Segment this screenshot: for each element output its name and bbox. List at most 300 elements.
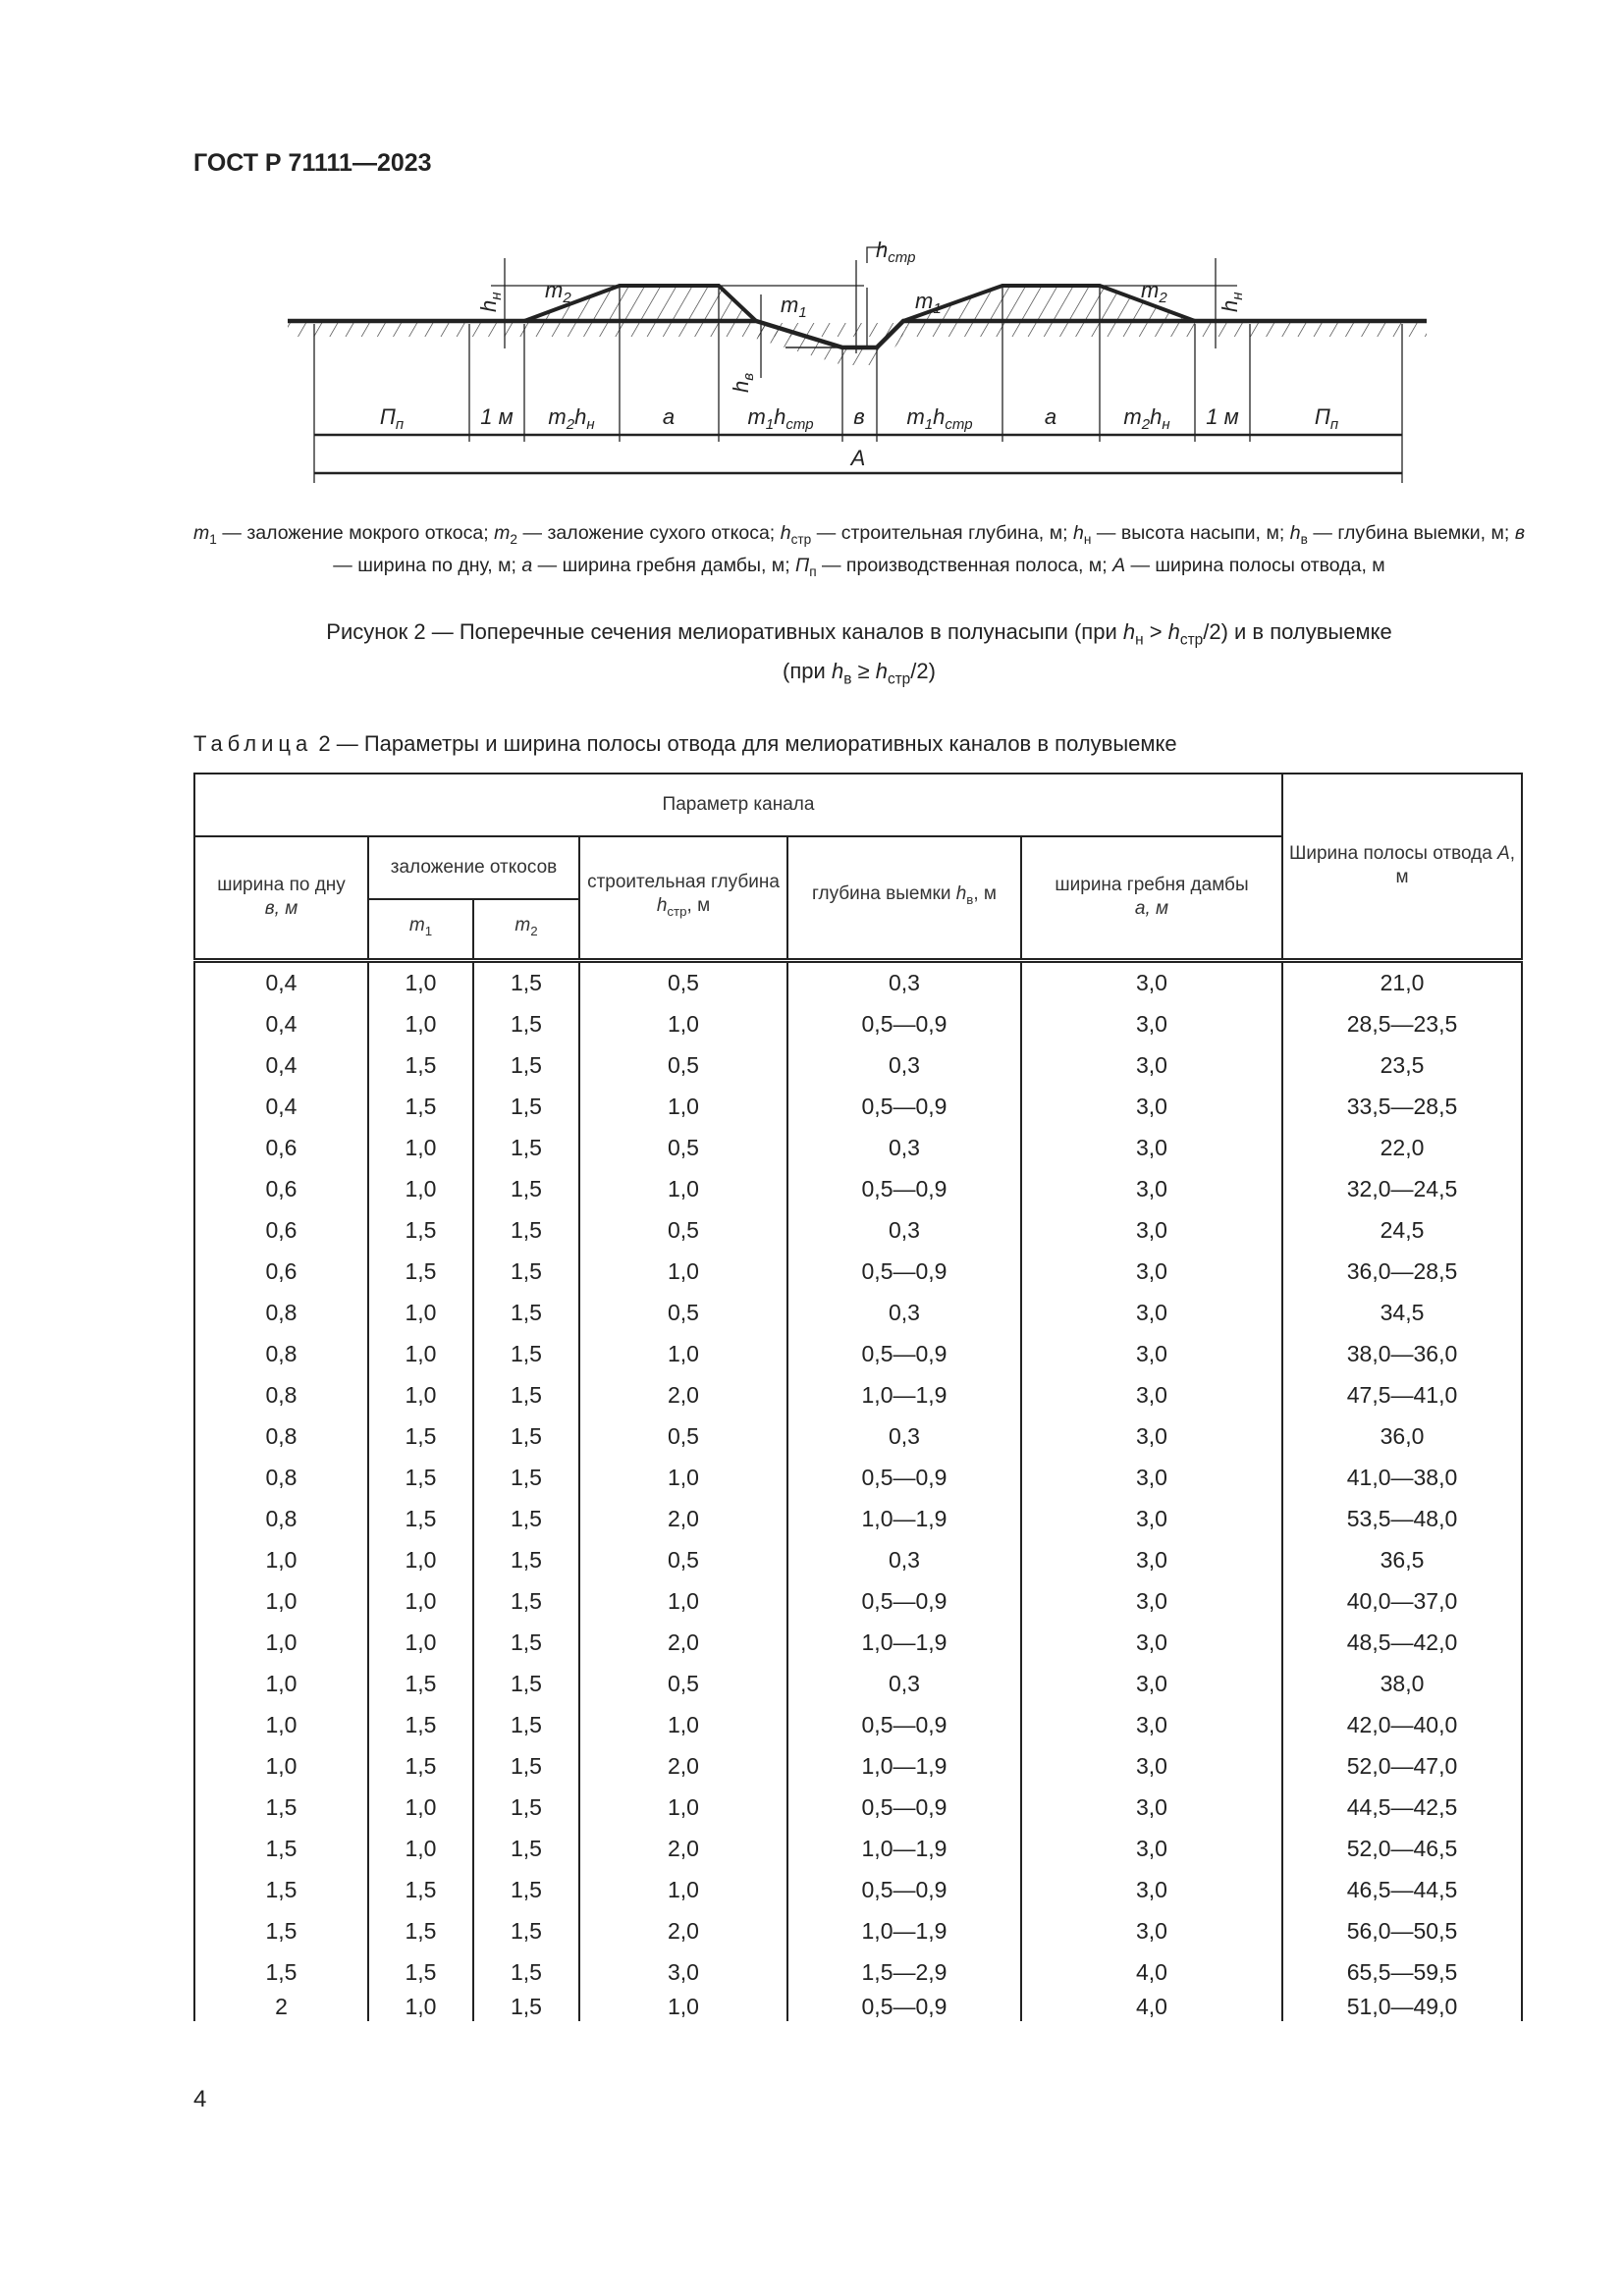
table-cell: 1,0—1,9 (787, 1911, 1021, 1952)
legend-text: — производственная полоса, м; (816, 554, 1113, 576)
caption-text: Рисунок 2 — Поперечные сечения мелиоративных каналов в полунасыпи (при (326, 619, 1123, 644)
legend-item (1112, 555, 1385, 576)
header-sub: 2 (530, 924, 538, 939)
table-cell: 1,5 (473, 1210, 579, 1252)
table-row (194, 1293, 1522, 1334)
header-symbol: m (514, 915, 531, 936)
caption-text: > (1143, 619, 1168, 644)
page-number: 4 (193, 2086, 207, 2112)
table-cell: 1,5 (473, 1581, 579, 1623)
header-text: строительная глубина (587, 872, 780, 893)
table-cell: 21,0 (1282, 960, 1522, 1004)
legend-item (193, 522, 495, 547)
header-symbol: m (408, 915, 425, 936)
table-row (194, 1004, 1522, 1045)
table-cell: 1,5 (473, 1458, 579, 1499)
table-cell: 3,0 (1021, 1499, 1282, 1540)
header-sub: 1 (424, 924, 433, 939)
table-cell: 0,6 (194, 1210, 368, 1252)
figure-legend (193, 520, 1525, 585)
legend-item (1073, 522, 1290, 547)
svg-text:m1: $m_1$ (915, 289, 942, 317)
header-symbol: h (656, 895, 668, 917)
table-row (194, 1128, 1522, 1169)
table-cell: 1,5 (473, 1664, 579, 1705)
table-cell: 0,3 (787, 1540, 1021, 1581)
caption-sub: н (1135, 631, 1144, 649)
table-cell: 1,0 (194, 1705, 368, 1746)
legend-item (494, 522, 781, 547)
legend-text: — заложение мокрого откоса; (216, 522, 495, 544)
table-cell: 1,0—1,9 (787, 1623, 1021, 1664)
table-cell: 1,0 (579, 1870, 787, 1911)
table-cell: 0,4 (194, 1045, 368, 1087)
table-cell: 1,0 (579, 1788, 787, 1829)
table-row (194, 1210, 1522, 1252)
svg-text:m1: $m_1$ (781, 293, 807, 321)
table-cell: 1,0 (194, 1664, 368, 1705)
table-cell: 0,5 (579, 1045, 787, 1087)
table-cell: 3,0 (1021, 1581, 1282, 1623)
table-cell: 4,0 (1021, 1952, 1282, 1994)
svg-text:m1hстр: $m_1h_{стр}$ (747, 404, 814, 433)
table-cell: 2 (194, 1994, 368, 2021)
table-cell: 0,6 (194, 1128, 368, 1169)
table-cell: 42,0—40,0 (1282, 1705, 1522, 1746)
table-cell: 1,5 (368, 1746, 473, 1788)
table-cell: 0,3 (787, 1293, 1021, 1334)
table-cell: 38,0 (1282, 1664, 1522, 1705)
table-cell: 1,0 (368, 960, 473, 1004)
table-cell: 0,4 (194, 1087, 368, 1128)
header-sub: стр (667, 904, 687, 920)
table-cell: 1,5 (368, 1210, 473, 1252)
svg-text:hн: $h_н$ (476, 292, 505, 312)
table-row (194, 1994, 1522, 2021)
table-cell: 0,5—0,9 (787, 1458, 1021, 1499)
table-cell: 3,0 (1021, 1252, 1282, 1293)
table-cell: 1,5 (194, 1870, 368, 1911)
table-cell: 48,5—42,0 (1282, 1623, 1522, 1664)
table-cell: 1,0 (194, 1540, 368, 1581)
header-text: Ширина полосы отвода (1288, 843, 1498, 865)
table-cell: 1,5 (473, 1911, 579, 1952)
table-cell: 1,0 (579, 1705, 787, 1746)
table-cell: 1,5—2,9 (787, 1952, 1021, 1994)
legend-item (1289, 522, 1515, 547)
header-crest-width (1021, 836, 1282, 960)
table-cell: 1,5 (473, 1045, 579, 1087)
svg-text:hн: $h_н$ (1218, 292, 1246, 312)
header-slopes: заложение откосов (368, 836, 579, 899)
table-row (194, 1581, 1522, 1623)
legend-symbol: m (494, 522, 511, 544)
header-text: глубина выемки (811, 883, 956, 905)
table-cell: 3,0 (1021, 1458, 1282, 1499)
table-cell: 3,0 (1021, 1169, 1282, 1210)
table-cell: 1,0 (368, 1540, 473, 1581)
table-cell: 3,0 (579, 1952, 787, 1994)
table-cell: 0,8 (194, 1458, 368, 1499)
table-cell: 1,5 (194, 1952, 368, 1994)
table-cell: 3,0 (1021, 1911, 1282, 1952)
table-cell: 1,5 (368, 1252, 473, 1293)
table-cell: 0,5—0,9 (787, 1994, 1021, 2021)
legend-sub: стр (790, 531, 812, 547)
legend-symbol: h (780, 522, 791, 544)
figure-caption (193, 616, 1525, 696)
caption-sub: стр (1179, 631, 1204, 649)
table-cell: 3,0 (1021, 1746, 1282, 1788)
table-cell: 1,0 (368, 1581, 473, 1623)
table-cell: 0,8 (194, 1416, 368, 1458)
table-cell: 1,0—1,9 (787, 1829, 1021, 1870)
svg-text:Пп: $П_п$ (1314, 404, 1339, 433)
table-row (194, 1416, 1522, 1458)
table-cell: 1,5 (473, 1623, 579, 1664)
svg-text:Пп: $П_п$ (379, 404, 405, 433)
svg-text:a: a (662, 404, 676, 429)
table-cell: 3,0 (1021, 1705, 1282, 1746)
table-cell: 3,0 (1021, 1334, 1282, 1375)
svg-text:hв: $h_в$ (729, 372, 757, 393)
table-cell: 1,5 (473, 1252, 579, 1293)
caption-symbol: h (1122, 619, 1136, 644)
table-cell: 52,0—46,5 (1282, 1829, 1522, 1870)
table-cell: 3,0 (1021, 1004, 1282, 1045)
table-cell: 0,5 (579, 1664, 787, 1705)
table-cell: 3,0 (1021, 1664, 1282, 1705)
legend-text: — высота насыпи, м; (1091, 522, 1290, 544)
legend-item (795, 554, 1113, 579)
table-cell: 1,0 (368, 1128, 473, 1169)
table-cell: 65,5—59,5 (1282, 1952, 1522, 1994)
table-cell: 1,5 (473, 1499, 579, 1540)
table-cell: 0,5—0,9 (787, 1004, 1021, 1045)
table-cell: 1,0 (368, 1293, 473, 1334)
table-cell: 1,0 (368, 1169, 473, 1210)
table-cell: 1,5 (368, 1458, 473, 1499)
table-cell: 1,5 (194, 1911, 368, 1952)
table-label: Таблица (193, 731, 313, 756)
table-cell: 0,5 (579, 1293, 787, 1334)
ground-hatch (288, 323, 1427, 337)
table-cell: 3,0 (1021, 1087, 1282, 1128)
header-sub: в (966, 892, 974, 908)
header-bottom-width (194, 836, 368, 960)
legend-sub: в (1300, 531, 1308, 547)
table-row (194, 1499, 1522, 1540)
caption-text: /2) и в полувыемке (1203, 619, 1392, 644)
legend-sub: п (809, 563, 817, 579)
table-cell: 32,0—24,5 (1282, 1169, 1522, 1210)
table-cell: 24,5 (1282, 1210, 1522, 1252)
header-symbol: А (1497, 843, 1510, 865)
table-cell: 0,5—0,9 (787, 1705, 1021, 1746)
table-cell: 0,6 (194, 1252, 368, 1293)
svg-text:a: a (1044, 404, 1057, 429)
table-cell: 1,5 (473, 1870, 579, 1911)
table-cell: 1,0 (194, 1746, 368, 1788)
legend-text: — заложение сухого откоса; (517, 522, 781, 544)
legend-text: — ширина полосы отвода, м (1125, 554, 1385, 576)
svg-text:в: в (853, 404, 865, 429)
table-cell: 0,5—0,9 (787, 1870, 1021, 1911)
table-row (194, 1705, 1522, 1746)
table-cell: 41,0—38,0 (1282, 1458, 1522, 1499)
table-cell: 0,5—0,9 (787, 1581, 1021, 1623)
table-title-text: 2 — Параметры и ширина полосы отвода для мелиоративных каналов в полувыемке (312, 731, 1177, 756)
table-cell: 23,5 (1282, 1045, 1522, 1087)
table-cell: 33,5—28,5 (1282, 1087, 1522, 1128)
header-text: в, м (264, 898, 298, 920)
table-row (194, 1169, 1522, 1210)
caption-text: (при (783, 659, 832, 684)
table-cell: 1,0 (579, 1334, 787, 1375)
table-cell: 2,0 (579, 1499, 787, 1540)
table-cell: 1,0 (194, 1623, 368, 1664)
table-cell: 38,0—36,0 (1282, 1334, 1522, 1375)
header-text: а, м (1134, 898, 1169, 920)
table-cell: 1,5 (473, 1004, 579, 1045)
table-cell: 47,5—41,0 (1282, 1375, 1522, 1416)
table-cell: 0,8 (194, 1334, 368, 1375)
table-cell: 1,5 (473, 1293, 579, 1334)
table-cell: 1,5 (473, 1334, 579, 1375)
table-cell: 51,0—49,0 (1282, 1994, 1522, 2021)
table-cell: 0,8 (194, 1499, 368, 1540)
caption-text: ≥ (851, 659, 876, 684)
table-cell: 1,0 (579, 1169, 787, 1210)
table-cell: 0,5 (579, 1540, 787, 1581)
caption-symbol: h (831, 659, 844, 684)
header-text: ширина гребня дамбы (1055, 875, 1249, 896)
table-cell: 22,0 (1282, 1128, 1522, 1169)
table-cell: 36,0 (1282, 1416, 1522, 1458)
table-cell: 4,0 (1021, 1994, 1282, 2021)
table-cell: 28,5—23,5 (1282, 1004, 1522, 1045)
table-cell: 1,5 (473, 1169, 579, 1210)
header-text: , м (973, 883, 997, 905)
table-cell: 1,5 (368, 1952, 473, 1994)
table-row (194, 1252, 1522, 1293)
table-row (194, 1087, 1522, 1128)
table-cell: 1,5 (473, 1375, 579, 1416)
table-cell: 0,3 (787, 1416, 1021, 1458)
table-cell: 1,5 (473, 1540, 579, 1581)
table-cell: 36,5 (1282, 1540, 1522, 1581)
table-cell: 1,0 (579, 1087, 787, 1128)
legend-sub: 2 (510, 531, 517, 547)
table-cell: 1,0—1,9 (787, 1499, 1021, 1540)
table-row (194, 1458, 1522, 1499)
table-cell: 40,0—37,0 (1282, 1581, 1522, 1623)
table-cell: 1,5 (368, 1664, 473, 1705)
table-cell: 1,0—1,9 (787, 1746, 1021, 1788)
table-cell: 1,5 (473, 960, 579, 1004)
table-cell: 1,5 (368, 1416, 473, 1458)
caption-sub: в (843, 670, 852, 688)
table-row (194, 1623, 1522, 1664)
table-row (194, 1829, 1522, 1870)
table-cell: 1,0 (368, 1334, 473, 1375)
table-cell: 1,5 (368, 1870, 473, 1911)
table-cell: 1,5 (368, 1045, 473, 1087)
caption-text: /2) (910, 659, 936, 684)
table-cell: 0,5 (579, 1210, 787, 1252)
table-cell: 3,0 (1021, 1829, 1282, 1870)
table-cell: 1,5 (473, 1829, 579, 1870)
table-cell: 3,0 (1021, 1416, 1282, 1458)
table-row (194, 1870, 1522, 1911)
table-cell: 1,0 (368, 1994, 473, 2021)
table-cell: 1,5 (473, 1952, 579, 1994)
svg-text:m1hстр: $m_1h_{стр}$ (906, 404, 973, 433)
table-cell: 1,0 (368, 1004, 473, 1045)
table-cell: 1,5 (194, 1829, 368, 1870)
table-cell: 0,5—0,9 (787, 1169, 1021, 1210)
table-cell: 3,0 (1021, 960, 1282, 1004)
standard-header: ГОСТ Р 71111—2023 (193, 149, 432, 177)
table-cell: 3,0 (1021, 1623, 1282, 1664)
table-row (194, 1375, 1522, 1416)
caption-symbol: h (875, 659, 888, 684)
canal-cross-section-figure (0, 216, 1624, 510)
table-row (194, 1788, 1522, 1829)
table-cell: 1,0 (368, 1829, 473, 1870)
svg-text:1 м: 1 м (1206, 404, 1239, 429)
header-construction-depth (579, 836, 787, 960)
table-cell: 53,5—48,0 (1282, 1499, 1522, 1540)
table-cell: 1,0 (579, 1458, 787, 1499)
header-text: , м (1395, 843, 1516, 888)
table-cell: 3,0 (1021, 1870, 1282, 1911)
legend-text: — строительная глубина, м; (811, 522, 1074, 544)
table-cell: 0,5 (579, 1128, 787, 1169)
legend-text: — ширина гребня дамбы, м; (532, 554, 796, 576)
svg-text:m2hн: $m_2h_н$ (548, 404, 595, 433)
table-row (194, 1746, 1522, 1788)
header-symbol: h (955, 883, 967, 905)
legend-text: — глубина выемки, м; (1307, 522, 1515, 544)
svg-text:1 м: 1 м (480, 404, 514, 429)
table-cell: 0,8 (194, 1375, 368, 1416)
table-row (194, 1045, 1522, 1087)
legend-symbol: h (1073, 522, 1084, 544)
table-cell: 0,3 (787, 1664, 1021, 1705)
legend-symbol: h (1289, 522, 1301, 544)
table-cell: 0,5 (579, 1416, 787, 1458)
header-text: ширина по дну (217, 875, 346, 896)
table-cell: 1,0 (579, 1994, 787, 2021)
table-cell: 1,0 (368, 1623, 473, 1664)
legend-symbol: в (1514, 522, 1526, 544)
parameters-table (193, 773, 1523, 2021)
caption-symbol: h (1167, 619, 1180, 644)
table-row (194, 1664, 1522, 1705)
table-cell: 1,5 (473, 1994, 579, 2021)
table-cell: 3,0 (1021, 1128, 1282, 1169)
table-cell: 1,0 (579, 1252, 787, 1293)
table-cell: 1,5 (194, 1788, 368, 1829)
table-cell: 0,5—0,9 (787, 1788, 1021, 1829)
table-cell: 0,3 (787, 1045, 1021, 1087)
table-cell: 1,5 (473, 1416, 579, 1458)
table-cell: 2,0 (579, 1829, 787, 1870)
legend-sub: н (1083, 531, 1092, 547)
header-strip-width (1282, 774, 1522, 960)
legend-item (521, 555, 795, 576)
table-cell: 1,5 (473, 1128, 579, 1169)
legend-symbol: m (193, 522, 210, 544)
table-cell: 0,4 (194, 960, 368, 1004)
table-cell: 1,5 (368, 1087, 473, 1128)
table-cell: 1,0 (579, 1581, 787, 1623)
table-cell: 1,5 (473, 1705, 579, 1746)
table-cell: 1,5 (368, 1499, 473, 1540)
legend-symbol: а (521, 554, 533, 576)
header-channel-parameter: Параметр канала (194, 774, 1282, 836)
table-row (194, 960, 1522, 1004)
table-cell: 0,3 (787, 960, 1021, 1004)
table-cell: 3,0 (1021, 1045, 1282, 1087)
header-cut-depth (787, 836, 1021, 960)
table-cell: 36,0—28,5 (1282, 1252, 1522, 1293)
legend-item (780, 522, 1074, 547)
caption-sub: стр (887, 670, 911, 688)
legend-symbol: П (795, 554, 810, 576)
header-m2 (473, 899, 579, 960)
table-cell: 1,5 (473, 1087, 579, 1128)
table-cell: 0,3 (787, 1210, 1021, 1252)
table-cell: 1,0 (368, 1788, 473, 1829)
table-cell: 1,0—1,9 (787, 1375, 1021, 1416)
table-row (194, 1334, 1522, 1375)
table-cell: 0,5 (579, 960, 787, 1004)
table-cell: 3,0 (1021, 1540, 1282, 1581)
table-title (193, 731, 1177, 757)
svg-text:m2: $m_2$ (545, 278, 571, 306)
table-cell: 0,8 (194, 1293, 368, 1334)
table-row (194, 1911, 1522, 1952)
table-cell: 0,6 (194, 1169, 368, 1210)
table-cell: 44,5—42,5 (1282, 1788, 1522, 1829)
table-cell: 2,0 (579, 1746, 787, 1788)
header-text: , м (686, 895, 711, 917)
legend-symbol: А (1112, 554, 1126, 576)
table-cell: 0,5—0,9 (787, 1087, 1021, 1128)
table-cell: 3,0 (1021, 1375, 1282, 1416)
table-cell: 1,5 (473, 1788, 579, 1829)
table-cell: 34,5 (1282, 1293, 1522, 1334)
table-cell: 0,5—0,9 (787, 1334, 1021, 1375)
table-cell: 2,0 (579, 1375, 787, 1416)
table-cell: 0,3 (787, 1128, 1021, 1169)
table-cell: 52,0—47,0 (1282, 1746, 1522, 1788)
legend-sub: 1 (209, 531, 217, 547)
table-cell: 0,4 (194, 1004, 368, 1045)
legend-text: — ширина по дну, м; (333, 554, 522, 576)
table-cell: 1,0 (368, 1375, 473, 1416)
table-cell: 2,0 (579, 1911, 787, 1952)
table-cell: 1,0 (194, 1581, 368, 1623)
svg-text:hстр: $h_{стр}$ (876, 238, 916, 266)
table-cell: 3,0 (1021, 1210, 1282, 1252)
table-cell: 1,5 (368, 1911, 473, 1952)
table-row (194, 1540, 1522, 1581)
table-cell: 1,5 (368, 1705, 473, 1746)
svg-text:m2: $m_2$ (1141, 278, 1167, 306)
